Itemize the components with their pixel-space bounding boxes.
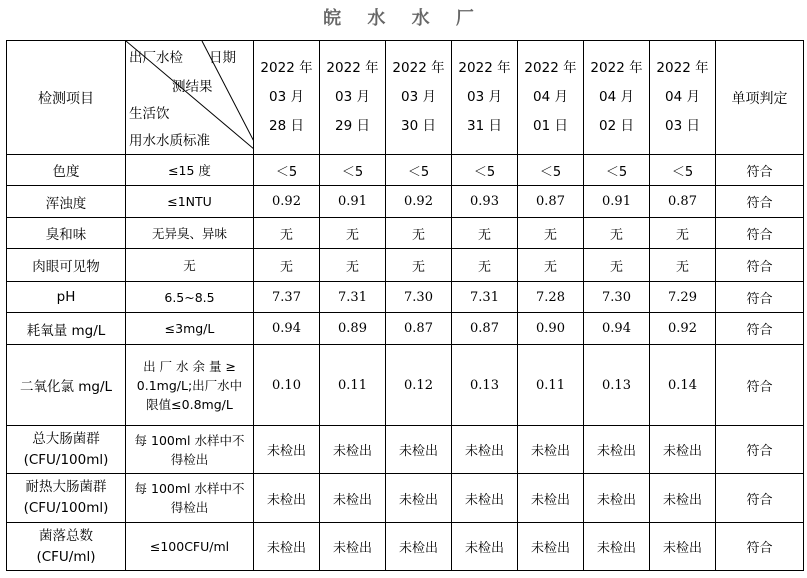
result-value: 7.37 [254,282,320,313]
result-value: 未检出 [518,474,584,523]
result-value: 未检出 [518,523,584,571]
result-value: 未检出 [452,523,518,571]
item-name: 浑浊度 [7,186,126,218]
judgement: 符合 [716,249,804,282]
report-title: 皖 水 水 厂 [323,8,484,29]
result-value: 无 [452,218,518,249]
result-value: ＜5 [386,155,452,186]
header-row [7,41,804,155]
item-name: pH [7,282,126,313]
result-value: 7.28 [518,282,584,313]
water-quality-table [6,40,804,571]
result-value: 未检出 [650,474,716,523]
result-value: 7.30 [386,282,452,313]
item-name: 总大肠菌群 (CFU/100ml) [7,426,126,474]
result-value: 0.87 [452,313,518,345]
judgement: 符合 [716,313,804,345]
table-row [7,282,804,313]
item-name: 肉眼可见物 [7,249,126,282]
judgement: 符合 [716,155,804,186]
result-value: 无 [386,218,452,249]
table-row [7,249,804,282]
result-value: 未检出 [584,474,650,523]
table-row [7,155,804,186]
result-value: 0.11 [518,345,584,426]
standard: ≤100CFU/ml [126,523,254,571]
judgement: 符合 [716,345,804,426]
diag-label-top-left: 出厂水检 [129,50,183,66]
result-value: 无 [320,249,386,282]
result-value: 0.87 [386,313,452,345]
result-value: 未检出 [254,474,320,523]
judgement: 符合 [716,474,804,523]
result-value: 7.31 [452,282,518,313]
date-header: 2022 年 04 月 01 日 [518,41,584,155]
result-value: 0.14 [650,345,716,426]
result-value: 0.87 [518,186,584,218]
result-value: 未检出 [584,523,650,571]
standard: ≤3mg/L [126,313,254,345]
table-row [7,313,804,345]
result-value: ＜5 [584,155,650,186]
date-header: 2022 年 03 月 29 日 [320,41,386,155]
diag-label-top-right: 日期 [209,50,236,66]
item-name: 耗氧量 mg/L [7,313,126,345]
judgement: 符合 [716,282,804,313]
result-value: 无 [650,249,716,282]
result-value: 0.92 [254,186,320,218]
result-value: ＜5 [254,155,320,186]
standard: ≤15 度 [126,155,254,186]
result-value: ＜5 [452,155,518,186]
result-value: 0.11 [320,345,386,426]
result-value: 未检出 [650,426,716,474]
result-value: 0.87 [650,186,716,218]
result-value: 无 [518,218,584,249]
result-value: 0.93 [452,186,518,218]
table-row [7,426,804,474]
result-value: 未检出 [320,426,386,474]
result-value: 未检出 [584,426,650,474]
result-value: 未检出 [320,474,386,523]
table-row [7,345,804,426]
item-name: 色度 [7,155,126,186]
result-value: 未检出 [452,426,518,474]
result-value: 7.31 [320,282,386,313]
result-value: 0.90 [518,313,584,345]
item-name: 臭和味 [7,218,126,249]
result-value: 无 [584,218,650,249]
header-item-label: 检测项目 [7,41,126,155]
judgement: 符合 [716,426,804,474]
result-value: 0.91 [320,186,386,218]
date-header: 2022 年 03 月 30 日 [386,41,452,155]
standard: 每 100ml 水样中不 得检出 [126,426,254,474]
diag-label-bottom-2: 用水水质标准 [129,133,210,149]
item-name: 耐热大肠菌群 (CFU/100ml) [7,474,126,523]
result-value: 未检出 [254,523,320,571]
date-header: 2022 年 04 月 03 日 [650,41,716,155]
result-value: ＜5 [518,155,584,186]
standard: 6.5~8.5 [126,282,254,313]
result-value: 未检出 [320,523,386,571]
table-row [7,523,804,571]
table-row [7,218,804,249]
result-value: 无 [452,249,518,282]
result-value: 无 [650,218,716,249]
diag-label-mid: 测结果 [172,79,213,95]
standard: 无异臭、异味 [126,218,254,249]
result-value: 0.13 [452,345,518,426]
result-value: 无 [254,218,320,249]
result-value: 0.13 [584,345,650,426]
result-value: 无 [386,249,452,282]
standard: 出 厂 水 余 量 ≥ 0.1mg/L;出厂水中 限值≤0.8mg/L [126,345,254,426]
result-value: 无 [518,249,584,282]
result-value: 无 [584,249,650,282]
diag-label-bottom-1: 生活饮 [129,106,170,122]
result-value: 未检出 [254,426,320,474]
result-value: 0.12 [386,345,452,426]
result-value: 0.89 [320,313,386,345]
standard: ≤1NTU [126,186,254,218]
result-value: 0.92 [386,186,452,218]
result-value: 未检出 [386,474,452,523]
table-row [7,474,804,523]
standard: 无 [126,249,254,282]
result-value: 未检出 [386,426,452,474]
header-judgement-label: 单项判定 [716,41,804,155]
result-value: ＜5 [650,155,716,186]
result-value: 7.29 [650,282,716,313]
judgement: 符合 [716,523,804,571]
date-header: 2022 年 03 月 28 日 [254,41,320,155]
diagonal-header-cell [126,41,254,155]
result-value: 未检出 [650,523,716,571]
result-value: 无 [320,218,386,249]
result-value: 0.10 [254,345,320,426]
result-value: 未检出 [386,523,452,571]
result-value: 0.94 [254,313,320,345]
result-value: 0.91 [584,186,650,218]
result-value: 0.92 [650,313,716,345]
result-value: 7.30 [584,282,650,313]
judgement: 符合 [716,218,804,249]
result-value: ＜5 [320,155,386,186]
judgement: 符合 [716,186,804,218]
standard: 每 100ml 水样中不 得检出 [126,474,254,523]
result-value: 未检出 [452,474,518,523]
item-name: 二氧化氯 mg/L [7,345,126,426]
item-name: 菌落总数 (CFU/ml) [7,523,126,571]
result-value: 未检出 [518,426,584,474]
result-value: 0.94 [584,313,650,345]
date-header: 2022 年 03 月 31 日 [452,41,518,155]
result-value: 无 [254,249,320,282]
date-header: 2022 年 04 月 02 日 [584,41,650,155]
table-row [7,186,804,218]
